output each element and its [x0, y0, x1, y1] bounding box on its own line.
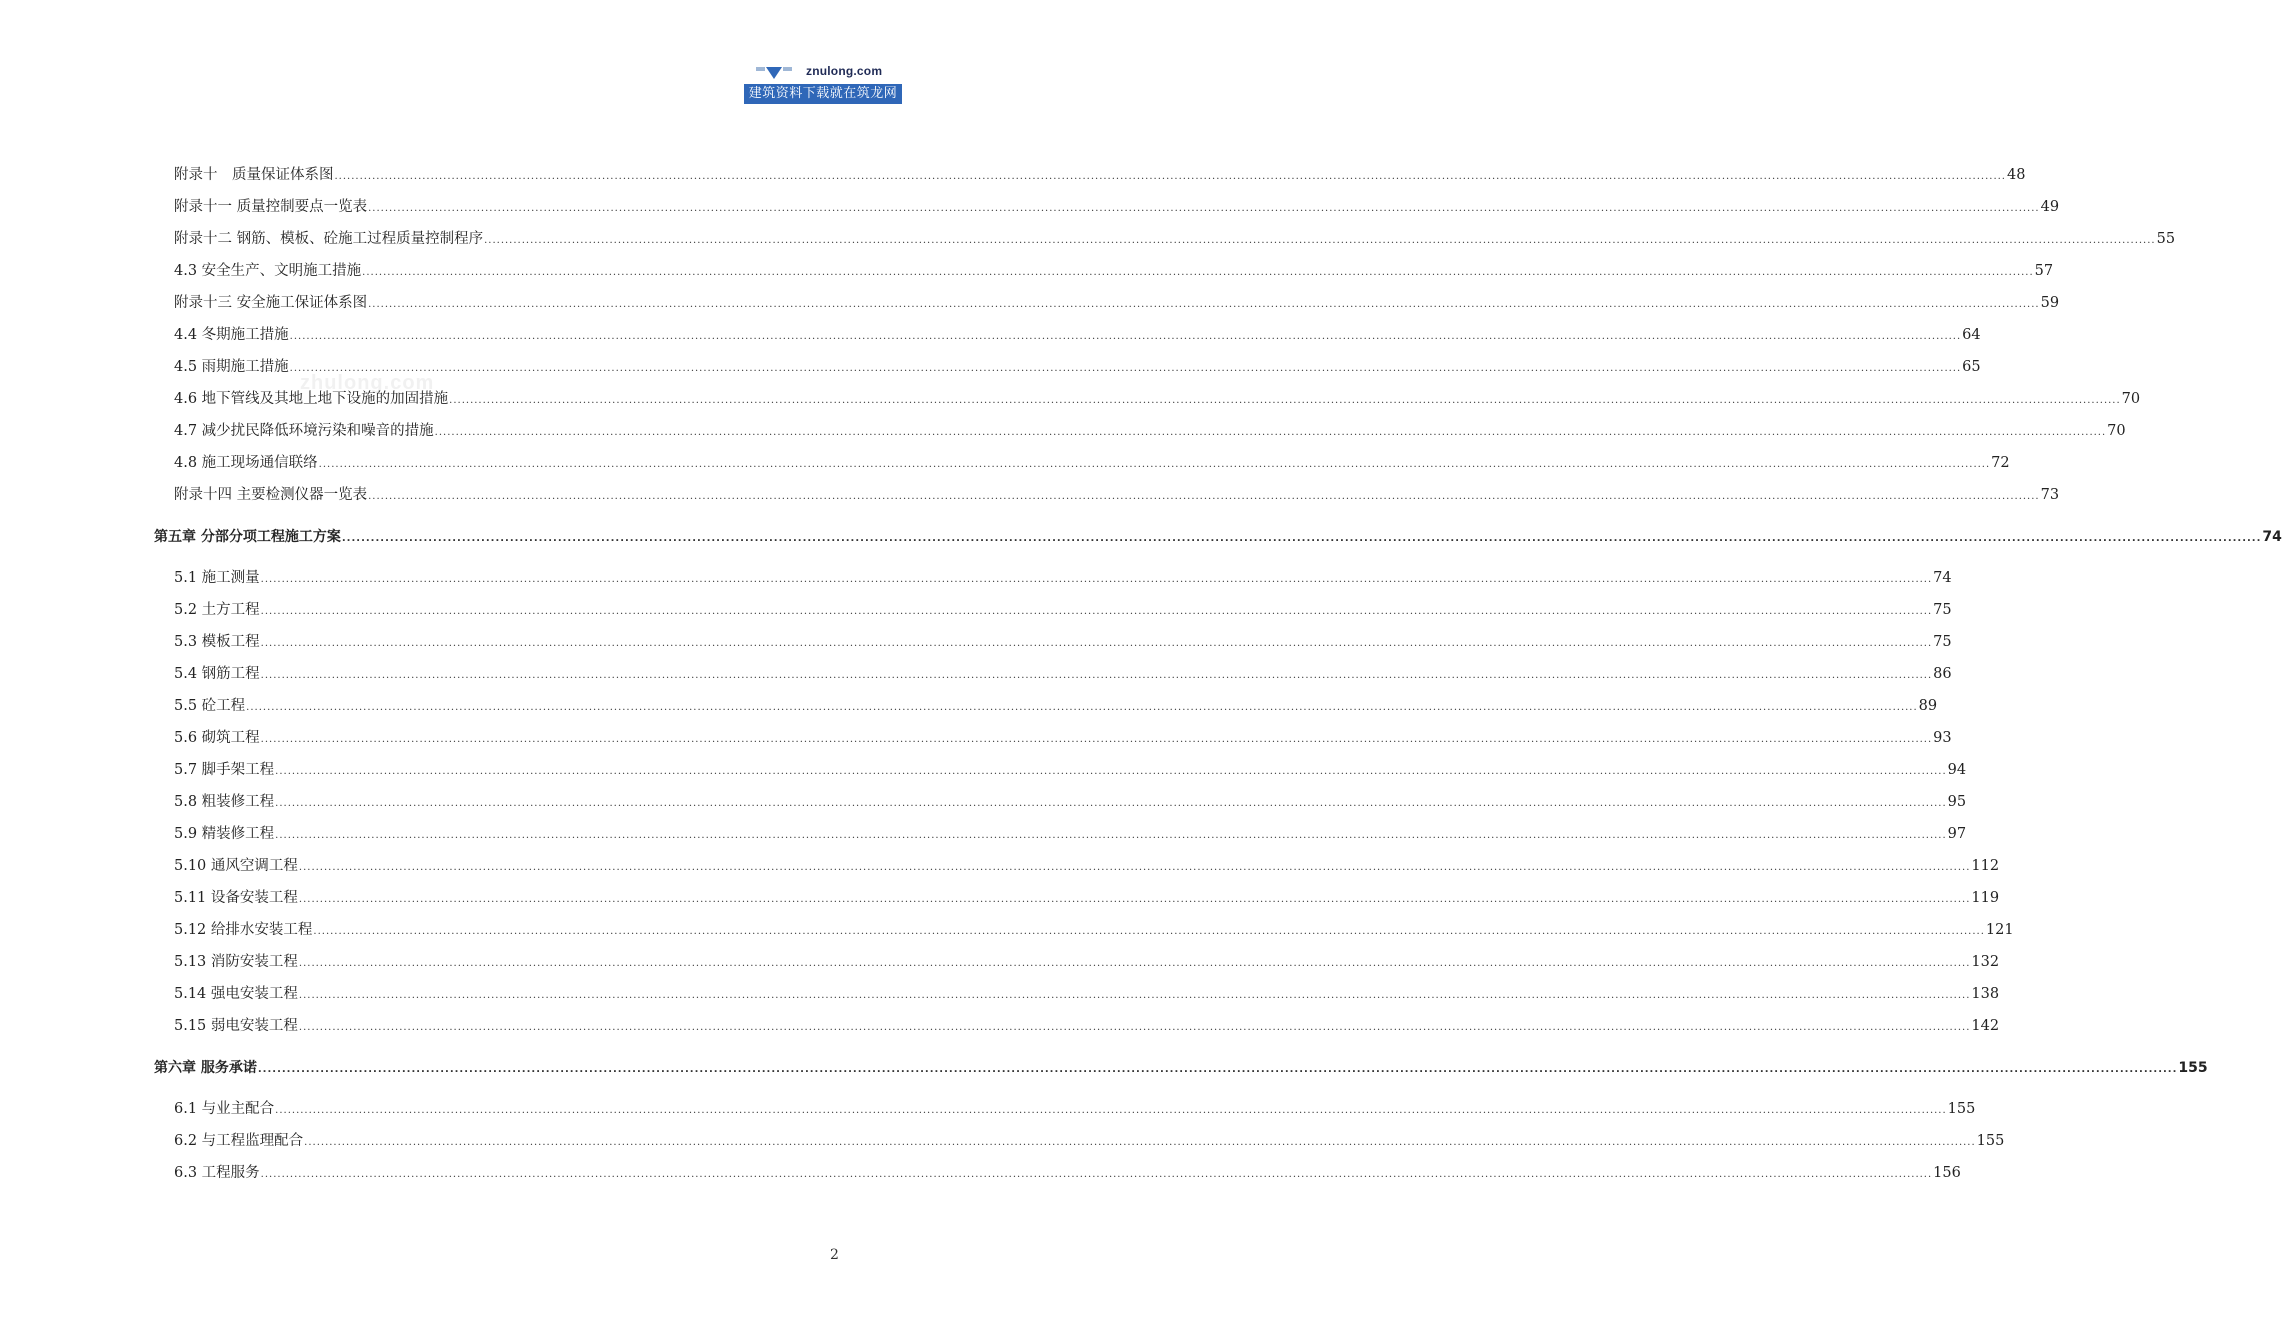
toc-entry-page: 75	[1933, 634, 1952, 650]
toc-entry-page: 57	[2034, 263, 2054, 279]
toc-dot-leader: ................................................................................................................................................................................................................................................................................................................................................................................................................	[368, 491, 2040, 502]
toc-entry-title: 附录十一 质量控制要点一览表	[174, 199, 368, 215]
logo-top	[744, 64, 902, 82]
toc-dot-leader: ................................................................................................................................................................................................................................................................................................................................................................................................................	[260, 734, 1933, 745]
toc-entry	[174, 695, 1938, 717]
toc-dot-leader: ................................................................................................................................................................................................................................................................................................................................................................................................................	[246, 702, 1918, 713]
toc-entry-title: 附录十二 钢筋、模板、砼施工过程质量控制程序	[174, 231, 484, 247]
toc-dot-leader: ................................................................................................................................................................................................................................................................................................................................................................................................................	[434, 427, 2107, 438]
toc-entry	[174, 567, 1952, 589]
toc-entry-page: 119	[1971, 890, 2000, 906]
toc-dot-leader: ................................................................................................................................................................................................................................................................................................................................................................................................................	[289, 331, 1962, 342]
toc-entry	[174, 791, 1967, 813]
toc-dot-leader: ................................................................................................................................................................................................................................................................................................................................................................................................................	[368, 203, 2040, 214]
toc-entry-title: 5.11 设备安装工程	[174, 890, 298, 906]
toc-entry-page: 70	[2107, 423, 2126, 439]
toc-entry-page: 74	[1933, 570, 1952, 586]
toc-dot-leader: ................................................................................................................................................................................................................................................................................................................................................................................................................	[341, 533, 2262, 544]
toc-entry-page: 75	[1933, 602, 1952, 618]
toc-dot-leader: ................................................................................................................................................................................................................................................................................................................................................................................................................	[449, 395, 2121, 406]
toc-dot-leader: ................................................................................................................................................................................................................................................................................................................................................................................................................	[298, 958, 1971, 969]
toc-entry-title: 4.4 冬期施工措施	[174, 327, 289, 343]
toc-entry-title: 5.7 脚手架工程	[174, 762, 275, 778]
toc-entry-page: 142	[1971, 1018, 2000, 1034]
toc-entry-title: 附录十四 主要检测仪器一览表	[174, 487, 368, 503]
toc-entry-title: 5.14 强电安装工程	[174, 986, 298, 1002]
toc-dot-leader: ................................................................................................................................................................................................................................................................................................................................................................................................................	[260, 1169, 1933, 1180]
toc-entry-page: 155	[2178, 1060, 2208, 1076]
toc-dot-leader: ................................................................................................................................................................................................................................................................................................................................................................................................................	[368, 299, 2040, 310]
toc-entry-page: 155	[1976, 1133, 2005, 1149]
toc-dot-leader: ................................................................................................................................................................................................................................................................................................................................................................................................................	[275, 1105, 1947, 1116]
toc-entry-title: 5.8 粗装修工程	[174, 794, 275, 810]
toc-dot-leader: ................................................................................................................................................................................................................................................................................................................................................................................................................	[260, 638, 1933, 649]
toc-entry-page: 132	[1971, 954, 2000, 970]
toc-entry-title: 4.6 地下管线及其地上地下设施的加固措施	[174, 391, 449, 407]
toc-entry-title: 5.9 精装修工程	[174, 826, 275, 842]
toc-entry	[174, 420, 2126, 442]
toc-entry-page: 94	[1947, 762, 1967, 778]
toc-entry-title: 5.6 砌筑工程	[174, 730, 260, 746]
watermark: zhulong.com	[300, 372, 435, 394]
toc-entry-page: 95	[1947, 794, 1967, 810]
toc-entry	[174, 1098, 1976, 1120]
toc-entry-title: 6.1 与业主配合	[174, 1101, 275, 1117]
toc-dot-leader: ................................................................................................................................................................................................................................................................................................................................................................................................................	[275, 798, 1947, 809]
toc-entry-title: 第六章 服务承诺	[154, 1060, 257, 1076]
toc-entry-title: 4.3 安全生产、文明施工措施	[174, 263, 362, 279]
toc-entry	[174, 356, 1981, 378]
toc-entry-title: 4.8 施工现场通信联络	[174, 455, 318, 471]
toc-entry-title: 附录十 质量保证体系图	[174, 167, 334, 183]
toc-entry-title: 第五章 分部分项工程施工方案	[154, 529, 341, 545]
toc-entry-page: 48	[2006, 167, 2026, 183]
toc-dot-leader: ................................................................................................................................................................................................................................................................................................................................................................................................................	[298, 894, 1971, 905]
toc-entry	[174, 951, 2000, 973]
logo-domain: znulong.com	[806, 64, 883, 78]
toc-dot-leader: ................................................................................................................................................................................................................................................................................................................................................................................................................	[304, 1137, 1976, 1148]
toc-entry-page: 49	[2040, 199, 2060, 215]
toc-dot-leader: ................................................................................................................................................................................................................................................................................................................................................................................................................	[298, 990, 1971, 1001]
toc-entry	[174, 164, 2026, 186]
toc-entry-title: 5.4 钢筋工程	[174, 666, 260, 682]
toc-entry-page: 70	[2121, 391, 2141, 407]
zhulong-logo	[744, 64, 902, 104]
toc-entry-page: 93	[1933, 730, 1952, 746]
toc-entry	[174, 1015, 2000, 1037]
toc-entry-title: 6.2 与工程监理配合	[174, 1133, 304, 1149]
toc-entry-page: 138	[1971, 986, 2000, 1002]
toc-entry-page: 121	[1985, 922, 2014, 938]
toc-entry-page: 156	[1933, 1165, 1961, 1181]
toc-entry	[174, 324, 1981, 346]
toc-entry	[174, 887, 2000, 909]
toc-dot-leader: ................................................................................................................................................................................................................................................................................................................................................................................................................	[298, 862, 1971, 873]
toc-entry	[174, 599, 1952, 621]
toc-entry	[174, 228, 2176, 250]
toc-entry	[174, 759, 1967, 781]
toc-entry-page: 72	[1991, 455, 2010, 471]
toc-entry-page: 59	[2040, 295, 2060, 311]
toc-entry-page: 65	[1962, 359, 1981, 375]
toc-entry-title: 4.7 减少扰民降低环境污染和噪音的措施	[174, 423, 434, 439]
toc-entry-page: 89	[1918, 698, 1938, 714]
logo-arrow-icon	[756, 66, 792, 82]
toc-entry-title: 4.5 雨期施工措施	[174, 359, 289, 375]
toc-dot-leader: ................................................................................................................................................................................................................................................................................................................................................................................................................	[260, 574, 1933, 585]
toc-entry	[174, 631, 1952, 653]
toc-entry	[174, 388, 2141, 410]
toc-entry-title: 附录十三 安全施工保证体系图	[174, 295, 368, 311]
toc-entry-title: 5.3 模板工程	[174, 634, 260, 650]
toc-entry	[174, 823, 1967, 845]
toc-dot-leader: ................................................................................................................................................................................................................................................................................................................................................................................................................	[334, 171, 2006, 182]
toc-entry-title: 5.1 施工测量	[174, 570, 260, 586]
toc-dot-leader: ................................................................................................................................................................................................................................................................................................................................................................................................................	[313, 926, 1985, 937]
toc-entry-page: 73	[2040, 487, 2060, 503]
toc-entry-title: 5.5 砼工程	[174, 698, 246, 714]
toc-entry-title: 6.3 工程服务	[174, 1165, 260, 1181]
toc-dot-leader: ................................................................................................................................................................................................................................................................................................................................................................................................................	[484, 235, 2156, 246]
toc-entry-page: 74	[2262, 529, 2282, 545]
toc-entry-title: 5.12 给排水安装工程	[174, 922, 313, 938]
toc-entry	[174, 983, 2000, 1005]
toc-entry-page: 86	[1933, 666, 1952, 682]
logo-slogan: 建筑资料下载就在筑龙网	[744, 84, 902, 104]
toc-entry	[174, 452, 2010, 474]
toc-entry-page: 97	[1947, 826, 1967, 842]
toc-entry-page: 155	[1947, 1101, 1976, 1117]
toc-entry-page: 112	[1971, 858, 2000, 874]
toc-dot-leader: ................................................................................................................................................................................................................................................................................................................................................................................................................	[289, 363, 1962, 374]
toc-dot-leader: ................................................................................................................................................................................................................................................................................................................................................................................................................	[260, 670, 1933, 681]
toc-dot-leader: ................................................................................................................................................................................................................................................................................................................................................................................................................	[298, 1022, 1971, 1033]
page-number: 2	[830, 1247, 839, 1263]
toc-entry-title: 5.15 弱电安装工程	[174, 1018, 298, 1034]
toc-dot-leader: ................................................................................................................................................................................................................................................................................................................................................................................................................	[362, 267, 2034, 278]
toc-entry	[174, 855, 2000, 877]
toc-entry-title: 5.10 通风空调工程	[174, 858, 298, 874]
toc-entry	[174, 919, 2014, 941]
toc-entry	[174, 292, 2060, 314]
toc-entry-page: 55	[2156, 231, 2176, 247]
toc-entry	[174, 260, 2054, 282]
toc-entry	[174, 727, 1952, 749]
toc-dot-leader: ................................................................................................................................................................................................................................................................................................................................................................................................................	[260, 606, 1933, 617]
toc-dot-leader: ................................................................................................................................................................................................................................................................................................................................................................................................................	[275, 766, 1947, 777]
toc-entry-page: 64	[1962, 327, 1981, 343]
toc-chapter-entry	[154, 526, 2282, 548]
toc-entry	[174, 484, 2060, 506]
toc-dot-leader: ................................................................................................................................................................................................................................................................................................................................................................................................................	[318, 459, 1991, 470]
toc-chapter-entry	[154, 1057, 2208, 1079]
toc-entry	[174, 663, 1952, 685]
toc-entry-title: 5.2 土方工程	[174, 602, 260, 618]
toc-entry	[174, 1130, 2005, 1152]
toc-entry	[174, 1162, 1961, 1184]
toc-entry	[174, 196, 2060, 218]
toc-dot-leader: ................................................................................................................................................................................................................................................................................................................................................................................................................	[257, 1064, 2178, 1075]
toc-entry-title: 5.13 消防安装工程	[174, 954, 298, 970]
toc-dot-leader: ................................................................................................................................................................................................................................................................................................................................................................................................................	[275, 830, 1947, 841]
